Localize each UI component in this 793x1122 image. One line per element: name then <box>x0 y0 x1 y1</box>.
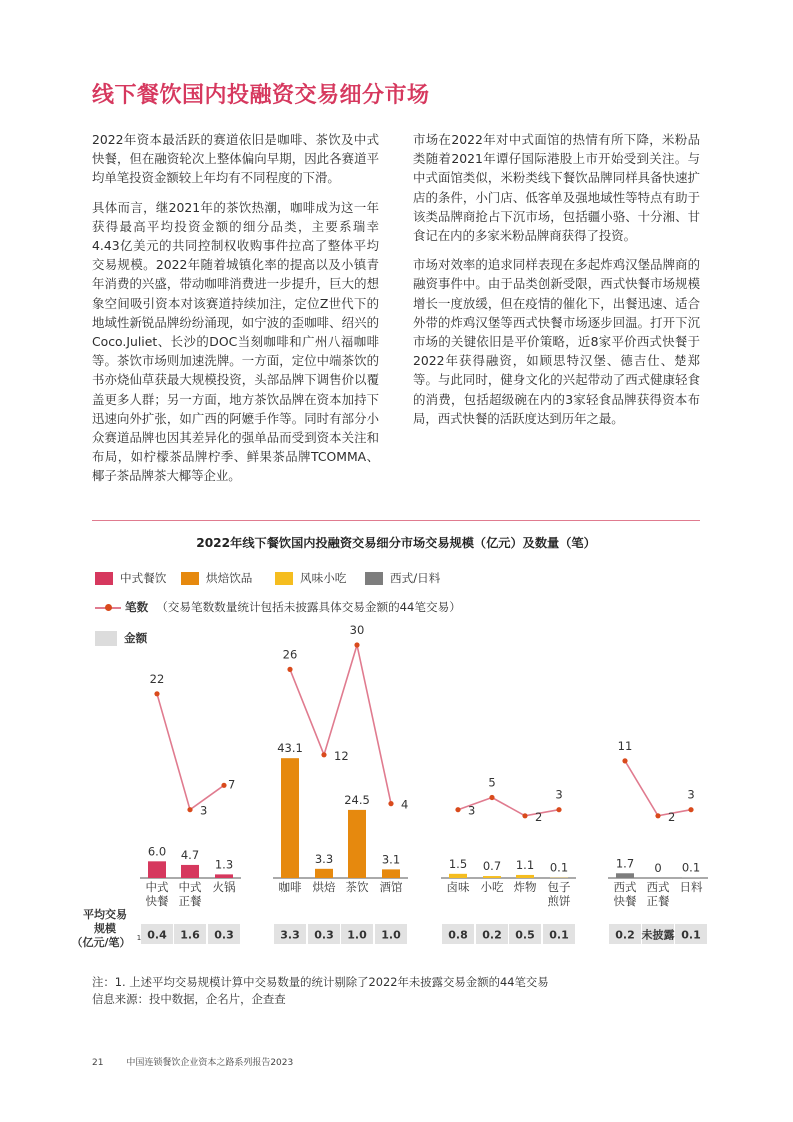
bar <box>181 865 199 878</box>
avg-value: 未披露 <box>641 928 675 942</box>
paragraph: 市场在2022年对中式面馆的热情有所下降，米粉品类随着2021年谭仔国际港股上市开始受到关注。与中式面馆类似，米粉类线下餐饮品牌同样具备快速扩店的条件，小门店、低客单及强地域性等特点有助于该类品牌商抢占下沉市场，包括疆小骆、十分湘、甘食记在内的多家米粉品牌商获得了投资。 <box>413 132 700 244</box>
count-value-label: 7 <box>228 777 236 792</box>
count-point <box>154 691 159 696</box>
category-tick-label: 西式 <box>646 880 670 894</box>
category-tick-label: 包子 <box>547 880 571 894</box>
page-number: 21 <box>92 1058 104 1068</box>
bar <box>315 869 333 878</box>
count-value-label: 3 <box>555 787 563 802</box>
count-value-label: 26 <box>282 647 298 662</box>
category-tick-label: 中式 <box>145 880 169 894</box>
bar-value-label: 24.5 <box>344 792 370 807</box>
category-tick-label: 正餐 <box>178 894 202 908</box>
count-point <box>287 667 292 672</box>
legend-label: 烘焙饮品 <box>206 571 253 585</box>
bar-value-label: 0.1 <box>549 860 569 875</box>
bar-value-label: 3.3 <box>314 851 334 866</box>
avg-value: 0.2 <box>615 928 635 942</box>
avg-value: 3.3 <box>280 928 300 942</box>
count-value-label: 3 <box>468 803 476 818</box>
count-point <box>556 807 561 812</box>
footnote <box>92 974 549 1008</box>
category-tick-label: 快餐 <box>613 894 637 908</box>
count-line <box>290 645 391 804</box>
page-title: 线下餐饮国内投融资交易细分市场 <box>92 83 430 108</box>
category-tick-label: 炸物 <box>513 880 537 894</box>
bar-value-label: 1.3 <box>214 857 234 872</box>
avg-value: 0.1 <box>549 928 569 942</box>
source-line: 信息来源：投中数据，企名片，企查查 <box>92 992 286 1006</box>
category-tick-label: 烘焙 <box>312 880 336 894</box>
count-value-label: 2 <box>535 809 543 824</box>
bar-value-label: 0.7 <box>482 859 502 874</box>
paragraph: 市场对效率的追求同样表现在多起炸鸡汉堡品牌商的融资事件中。由于品类创新受限，西式快餐市场规模增长一度放缓，但在疫情的催化下，出餐迅速、适合外带的炸鸡汉堡等西式快餐市场逐步回温。打开下沉市场的关键依旧是平价策略，近8家平价西式快餐于2022年获得融资，如顾思特汉堡、德吉仕、楚郑等。与此同时，健身文化的兴起带动了西式健康轻食的消费，包括超级碗在内的3家轻食品牌获得资本布局，西式快餐的活跃度达到历年之最。 <box>413 257 700 426</box>
legend-label: 西式/日料 <box>390 571 441 585</box>
bar-value-label: 3.1 <box>381 852 401 867</box>
bar <box>215 874 233 878</box>
bar-value-label: 1.5 <box>448 856 468 871</box>
count-point <box>388 801 393 806</box>
avg-row-label: （亿元/笔） <box>71 936 131 949</box>
count-line <box>625 761 691 816</box>
category-tick-label: 西式 <box>613 880 637 894</box>
avg-row-label: 平均交易 <box>83 908 127 921</box>
bar <box>281 758 299 878</box>
report-name: 中国连锁餐饮企业资本之路系列报告2023 <box>126 1058 294 1068</box>
paragraph: 2022年资本最活跃的赛道依旧是咖啡、茶饮及中式快餐，但在融资轮次上整体偏向早期，因此各赛道平均单笔投资金额较上年均有不同程度的下滑。 <box>92 132 379 186</box>
line-legend-label: 笔数 <box>125 600 149 614</box>
chart-title: 2022年线下餐饮国内投融资交易细分市场交易规模（亿元）及数量（笔） <box>196 536 596 550</box>
count-point <box>187 807 192 812</box>
bar-value-label: 0 <box>654 861 662 875</box>
category-tick-label: 卤味 <box>446 880 470 894</box>
avg-value: 1.0 <box>347 928 367 942</box>
avg-value: 0.3 <box>314 928 334 942</box>
count-point <box>522 813 527 818</box>
count-value-label: 11 <box>617 738 633 753</box>
amount-legend-label: 金额 <box>124 631 148 645</box>
count-point <box>221 783 226 788</box>
category-tick-label: 茶饮 <box>345 880 369 894</box>
bar <box>449 874 467 878</box>
avg-value: 0.1 <box>681 928 701 942</box>
bar-value-label: 4.7 <box>180 847 200 862</box>
avg-value: 0.3 <box>214 928 234 942</box>
category-tick-label: 正餐 <box>646 894 670 908</box>
bar-value-label: 43.1 <box>277 741 303 756</box>
bar <box>616 873 634 878</box>
bar <box>483 876 501 878</box>
count-value-label: 12 <box>334 748 349 763</box>
category-tick-label: 快餐 <box>145 894 169 908</box>
bar <box>516 875 534 878</box>
legend-label: 风味小吃 <box>300 571 347 585</box>
category-tick-label: 小吃 <box>480 880 504 894</box>
count-value-label: 3 <box>687 787 695 802</box>
avg-value: 0.5 <box>515 928 535 942</box>
category-tick-label: 咖啡 <box>278 880 302 894</box>
avg-row-label-superscript: 1 <box>136 934 142 942</box>
count-value-label: 2 <box>668 809 676 824</box>
count-line <box>157 694 224 810</box>
count-value-label: 3 <box>200 803 208 818</box>
bar-value-label: 0.1 <box>681 860 701 875</box>
count-value-label: 5 <box>488 775 496 790</box>
count-value-label: 30 <box>349 623 365 637</box>
footnote-line: 注：1. 上述平均交易规模计算中交易数量的统计剔除了2022年未披露交易金额的44笔交易 <box>92 975 549 989</box>
count-point <box>489 795 494 800</box>
avg-value: 0.8 <box>448 928 468 942</box>
bar <box>348 810 366 878</box>
bar-value-label: 6.0 <box>147 844 167 859</box>
page-footer <box>92 1055 313 1068</box>
legend-label: 中式餐饮 <box>120 571 167 585</box>
count-point <box>354 642 359 647</box>
count-point <box>622 758 627 763</box>
count-value-label: 4 <box>401 797 409 812</box>
bar-value-label: 1.7 <box>615 856 635 871</box>
avg-value: 0.2 <box>482 928 502 942</box>
avg-row-label: 规模 <box>94 922 116 935</box>
avg-value: 0.4 <box>147 928 167 942</box>
paragraph: 具体而言，继2021年的茶饮热潮，咖啡成为这一年获得最高平均投资金额的细分品类，主要系瑞幸4.43亿美元的共同控制权收购事件拉高了整体平均交易规模。2022年随着城镇化率的提高以及小镇青年消费的兴盛，带动咖啡消费进一步提升，巨大的想象空间吸引资本对该赛道持续加注，定位Z世代下的地域性新锐品牌纷纷涌现，如宁波的歪咖啡、绍兴的Coco.Juliet、长沙的DOC当刻咖啡和广州八福咖啡等。茶饮市场则加速洗牌。一方面，定位中端茶饮的书亦烧仙草获最大规模投资，头部品牌下调售价以覆盖更多人群；另一方面，地方茶饮品牌在资本加持下迅速向外扩张，如广西的阿嬷手作等。同时有部分小众赛道品牌也因其差异化的强单品而受到资本关注和布局，如柠檬茶品牌柠季、鲜果茶品牌TCOMMA、椰子茶品牌茶大椰等企业。 <box>92 199 379 484</box>
avg-value: 1.6 <box>180 928 200 942</box>
category-tick-label: 中式 <box>178 880 202 894</box>
count-point <box>455 807 460 812</box>
category-tick-label: 酒馆 <box>379 880 403 894</box>
category-tick-label: 火锅 <box>212 880 236 894</box>
line-legend-note: （交易笔数数量统计包括未披露具体交易金额的44笔交易） <box>156 600 461 614</box>
count-point <box>321 752 326 757</box>
count-point <box>688 807 693 812</box>
category-tick-label: 煎饼 <box>547 894 571 908</box>
bar-value-label: 1.1 <box>515 857 535 872</box>
bar <box>382 869 400 878</box>
count-value-label: 22 <box>149 671 165 686</box>
bar <box>148 861 166 878</box>
count-point <box>655 813 660 818</box>
category-tick-label: 日料 <box>679 880 703 894</box>
avg-value: 1.0 <box>381 928 401 942</box>
